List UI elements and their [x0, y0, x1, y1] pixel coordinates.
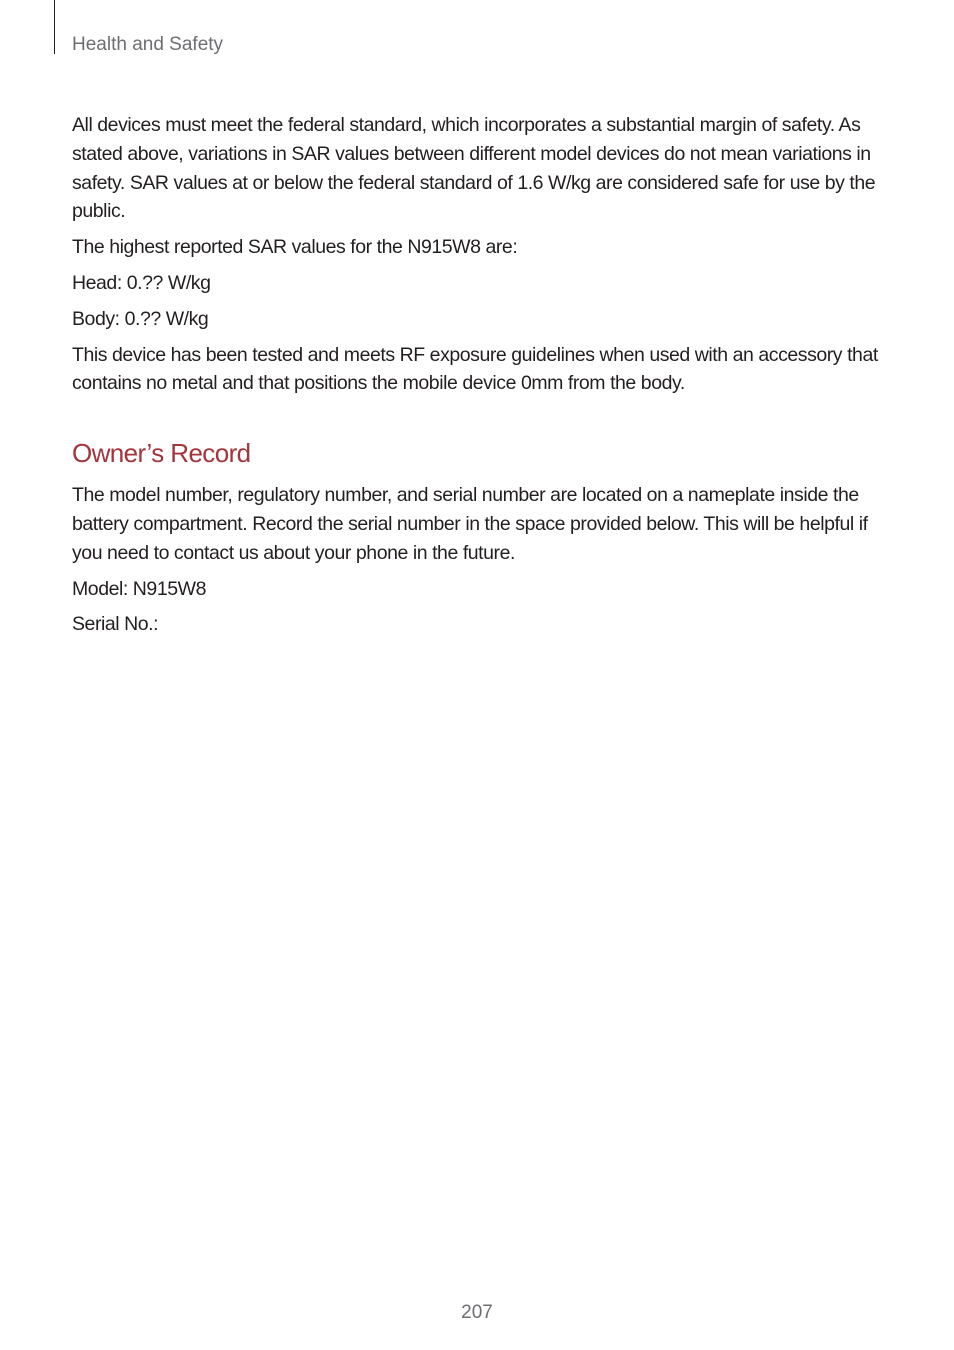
owners-record-paragraph: The model number, regulatory number, and serial number are located on a nameplate inside the battery compartment. Record the serial number in the space provided below. This will be helpful if you need to contact us about your phone in the future.: [72, 484, 868, 564]
sar-body-value: Body: 0.?? W/kg: [72, 307, 209, 330]
sar-values-intro: The highest reported SAR values for the N915W8 are:: [72, 236, 518, 259]
model-number: Model: N915W8: [72, 577, 206, 600]
serial-number: Serial No.:: [72, 613, 159, 636]
sar-standard-paragraph: All devices must meet the federal standard, which incorporates a substantial margin of safety. As stated above, variations in SAR values between different model devices do not mean variations in safety. SAR values at or below the federal standard of 1.6 W/kg are considered safe for use by the public.: [72, 114, 876, 223]
rf-exposure-paragraph: This device has been tested and meets RF exposure guidelines when used with an accessory that contains no metal and that positions the mobile device 0mm from the body.: [72, 343, 878, 395]
page-number: 207: [461, 1302, 493, 1323]
header-rule: [54, 0, 55, 54]
sar-head-value: Head: 0.?? W/kg: [72, 271, 211, 294]
page-content: [72, 111, 884, 646]
section-title: Health and Safety: [72, 34, 224, 55]
owners-record-heading: Owner’s Record: [72, 438, 251, 469]
